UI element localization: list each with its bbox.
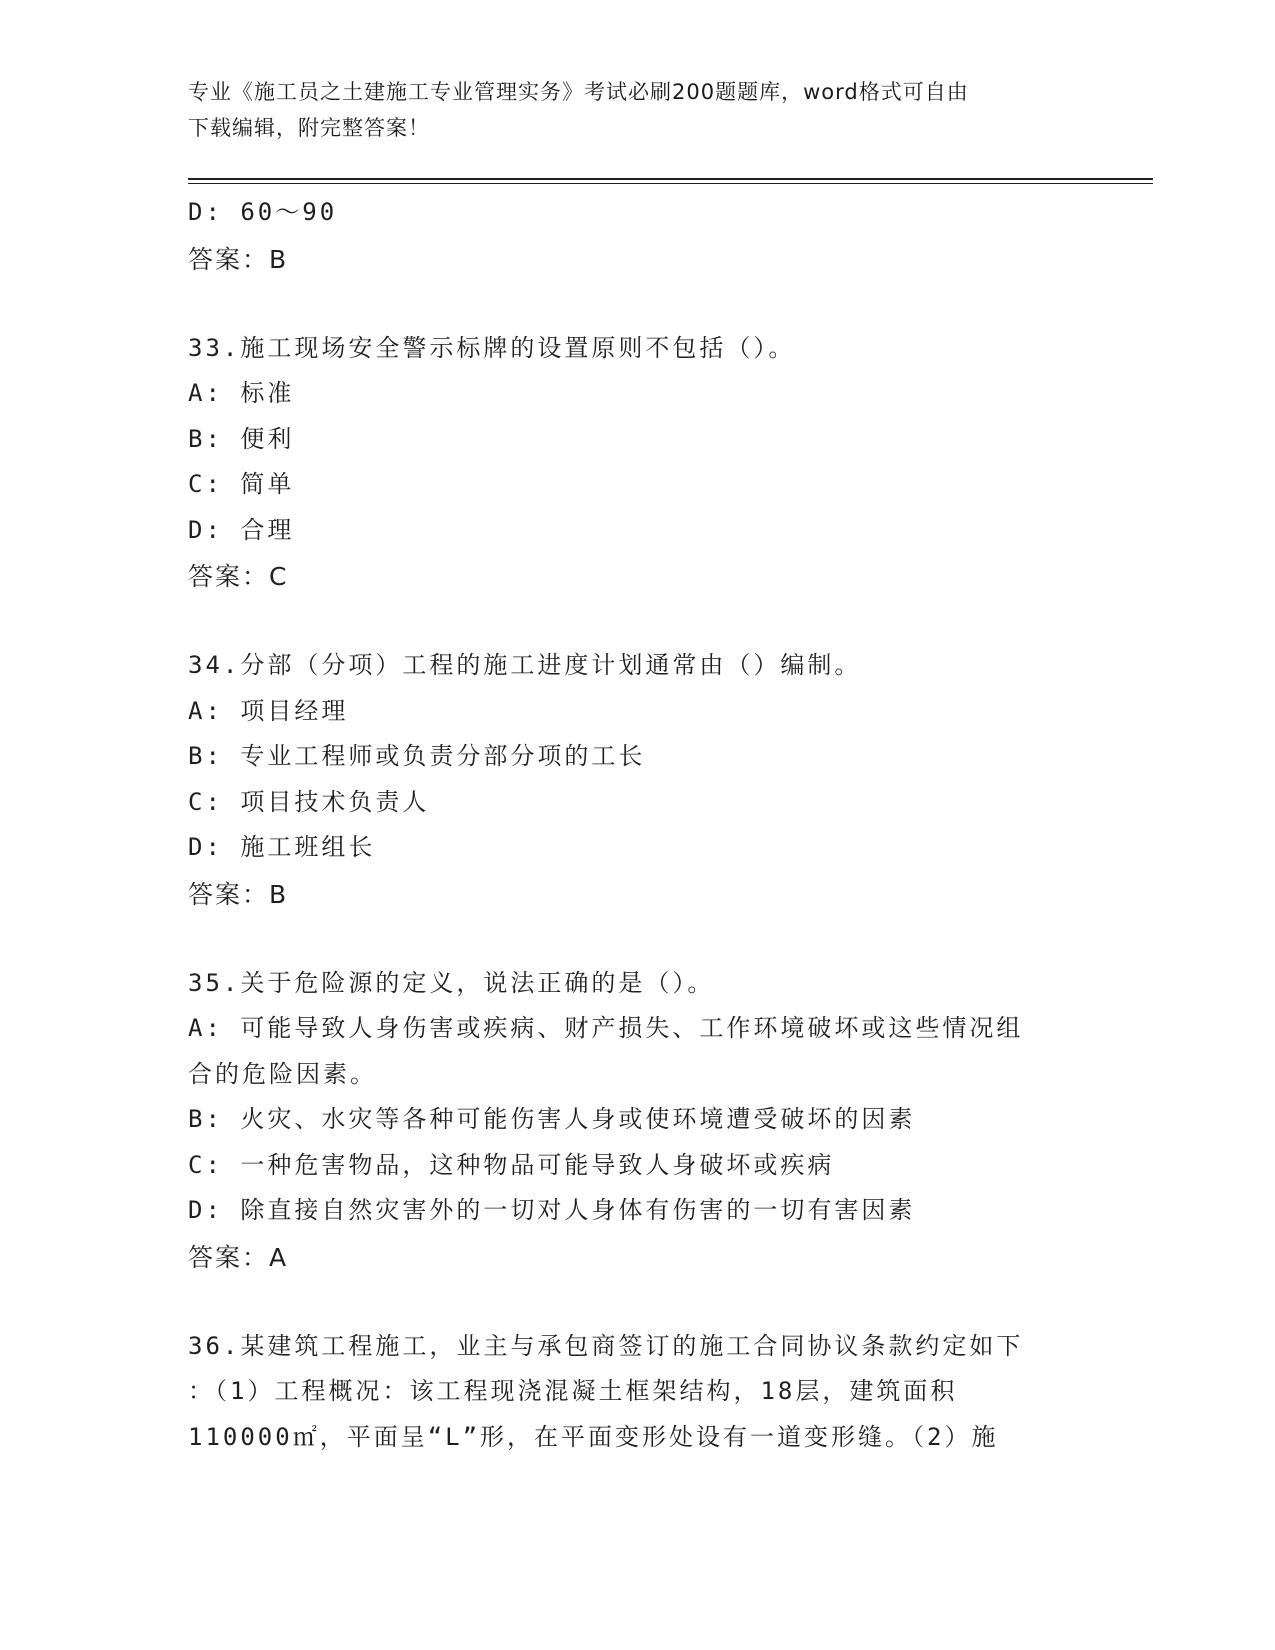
question-content: [188, 190, 1088, 1460]
option-c: C: 项目技术负责人: [188, 787, 430, 816]
question-35: [188, 961, 1088, 1281]
answer: 答案：A: [188, 1242, 289, 1272]
option-a-line-2: 合的危险因素。: [188, 1059, 377, 1088]
answer: 答案：B: [188, 879, 289, 909]
option-a: A: 标准: [188, 379, 295, 407]
question-text: 33.施工现场安全警示标牌的设置原则不包括（）。: [188, 333, 796, 362]
question-36: [188, 1324, 1088, 1461]
option-b: B: 专业工程师或负责分部分项的工长: [188, 742, 646, 770]
header-divider-thick: [188, 178, 1153, 180]
answer: 答案：B: [188, 244, 289, 274]
question-34: [188, 643, 1088, 918]
option-c: C: 简单: [188, 470, 295, 498]
question-33: [188, 326, 1088, 601]
question-text-line-3: 110000㎡，平面呈“L”形，在平面变形处设有一道变形缝。（2）施: [188, 1422, 999, 1451]
question-text-line-2: ：（1）工程概况：该工程现浇混凝土框架结构，18层，建筑面积: [188, 1377, 958, 1405]
header-divider-thin: [188, 183, 1153, 184]
option-d: D: 60～90: [188, 198, 338, 226]
option-a-line-1: A: 可能导致人身伤害或疾病、财产损失、工作环境破坏或这些情况组: [188, 1014, 1024, 1042]
question-text-line-1: 36.某建筑工程施工，业主与承包商签订的施工合同协议条款约定如下: [188, 1331, 1024, 1360]
question-32-tail: [188, 190, 1088, 283]
option-a: A: 项目经理: [188, 696, 349, 725]
question-text: 35.关于危险源的定义，说法正确的是（）。: [188, 968, 715, 997]
header-line-2: 下载编辑，附完整答案！: [188, 116, 430, 140]
option-d: D: 除直接自然灾害外的一切对人身体有伤害的一切有害因素: [188, 1196, 916, 1224]
spacer: [188, 283, 1088, 326]
header-line-1: 专业《施工员之土建施工专业管理实务》考试必刷200题题库，word格式可自由: [188, 80, 969, 104]
option-d: D: 施工班组长: [188, 833, 376, 861]
spacer: [188, 600, 1088, 643]
option-b: B: 便利: [188, 424, 295, 453]
spacer: [188, 1281, 1088, 1324]
option-c: C: 一种危害物品，这种物品可能导致人身破坏或疾病: [188, 1150, 835, 1179]
question-text: 34.分部（分项）工程的施工进度计划通常由（）编制。: [188, 651, 862, 679]
answer: 答案：C: [188, 562, 289, 591]
spacer: [188, 918, 1088, 961]
option-b: B: 火灾、水灾等各种可能伤害人身或使环境遭受破坏的因素: [188, 1105, 916, 1133]
document-header: [188, 74, 1088, 146]
option-d: D: 合理: [188, 515, 295, 544]
